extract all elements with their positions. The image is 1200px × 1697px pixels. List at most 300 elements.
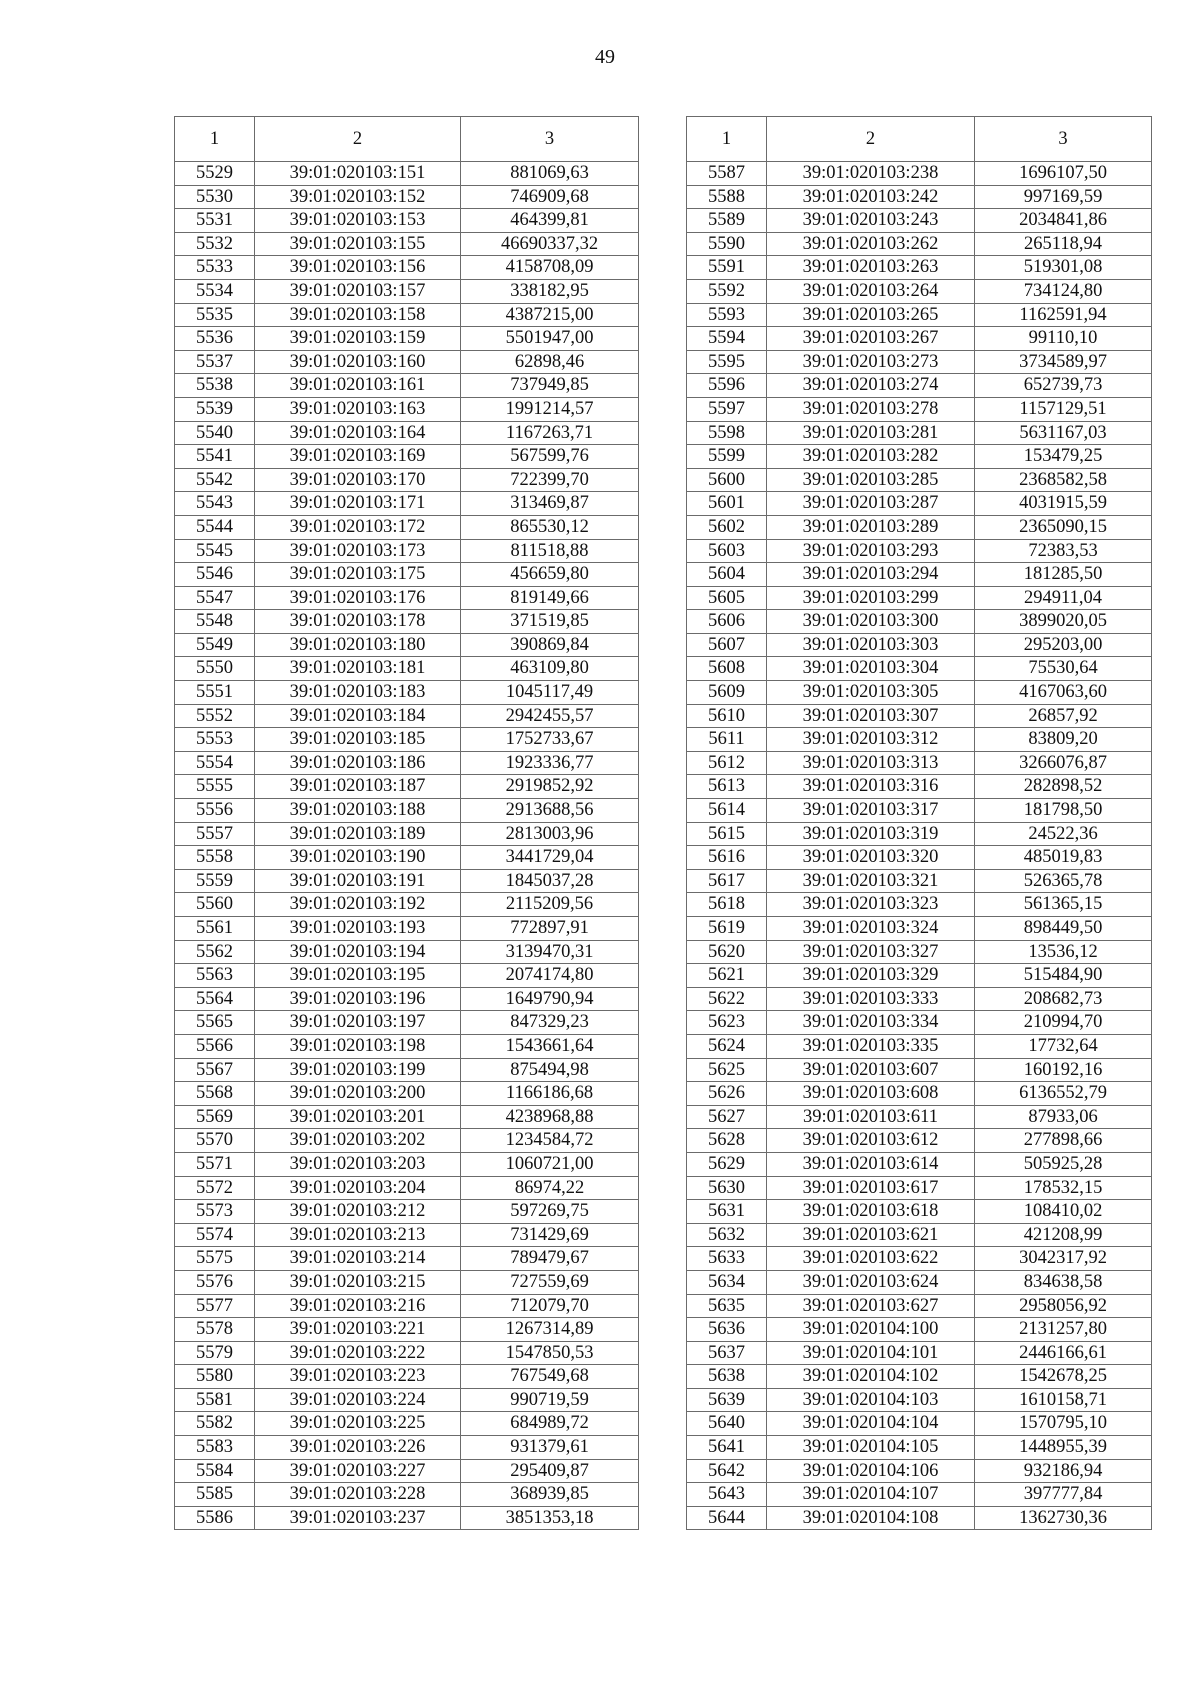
table-row: [687, 397, 1152, 421]
table-row: [175, 751, 639, 775]
table-row: [687, 657, 1152, 681]
table-row: [175, 940, 639, 964]
row-number-cell: 5565: [175, 1011, 255, 1035]
cadastral-number-cell: 39:01:020103:624: [767, 1270, 975, 1294]
table-row: [687, 633, 1152, 657]
row-number-cell: 5635: [687, 1294, 767, 1318]
cadastral-number-cell: 39:01:020103:201: [255, 1105, 461, 1129]
row-number-cell: 5576: [175, 1270, 255, 1294]
row-number-cell: 5623: [687, 1011, 767, 1035]
row-number-cell: 5625: [687, 1058, 767, 1082]
value-cell: 397777,84: [975, 1483, 1152, 1507]
cadastral-number-cell: 39:01:020103:186: [255, 751, 461, 775]
value-cell: 6136552,79: [975, 1082, 1152, 1106]
row-number-cell: 5535: [175, 303, 255, 327]
cadastral-number-cell: 39:01:020103:221: [255, 1318, 461, 1342]
value-cell: 712079,70: [461, 1294, 639, 1318]
table-row: [175, 492, 639, 516]
value-cell: 1162591,94: [975, 303, 1152, 327]
table-row: [175, 633, 639, 657]
row-number-cell: 5590: [687, 232, 767, 256]
cadastral-number-cell: 39:01:020103:627: [767, 1294, 975, 1318]
value-cell: 1991214,57: [461, 397, 639, 421]
row-number-cell: 5593: [687, 303, 767, 327]
header-cell-2: 2: [255, 117, 461, 162]
row-number-cell: 5610: [687, 704, 767, 728]
table-row: [175, 327, 639, 351]
cadastral-number-cell: 39:01:020103:155: [255, 232, 461, 256]
cadastral-number-cell: 39:01:020103:304: [767, 657, 975, 681]
row-number-cell: 5563: [175, 964, 255, 988]
value-cell: 819149,66: [461, 586, 639, 610]
row-number-cell: 5564: [175, 987, 255, 1011]
value-cell: 463109,80: [461, 657, 639, 681]
row-number-cell: 5577: [175, 1294, 255, 1318]
row-number-cell: 5608: [687, 657, 767, 681]
value-cell: 464399,81: [461, 209, 639, 233]
row-number-cell: 5622: [687, 987, 767, 1011]
row-number-cell: 5529: [175, 162, 255, 186]
value-cell: 108410,02: [975, 1200, 1152, 1224]
table-row: [687, 563, 1152, 587]
cadastral-number-cell: 39:01:020104:107: [767, 1483, 975, 1507]
row-number-cell: 5624: [687, 1034, 767, 1058]
table-row: [687, 586, 1152, 610]
cadastral-number-cell: 39:01:020103:223: [255, 1365, 461, 1389]
value-cell: 932186,94: [975, 1459, 1152, 1483]
table-row: [175, 256, 639, 280]
value-cell: 2913688,56: [461, 799, 639, 823]
value-cell: 4387215,00: [461, 303, 639, 327]
value-cell: 210994,70: [975, 1011, 1152, 1035]
value-cell: 46690337,32: [461, 232, 639, 256]
cadastral-number-cell: 39:01:020103:293: [767, 539, 975, 563]
value-cell: 1845037,28: [461, 869, 639, 893]
table-row: [175, 350, 639, 374]
cadastral-number-cell: 39:01:020103:222: [255, 1341, 461, 1365]
row-number-cell: 5633: [687, 1247, 767, 1271]
table-row: [175, 421, 639, 445]
cadastral-number-cell: 39:01:020103:316: [767, 775, 975, 799]
cadastral-number-cell: 39:01:020103:607: [767, 1058, 975, 1082]
cadastral-number-cell: 39:01:020103:617: [767, 1176, 975, 1200]
row-number-cell: 5540: [175, 421, 255, 445]
cadastral-number-cell: 39:01:020103:204: [255, 1176, 461, 1200]
cadastral-number-cell: 39:01:020103:608: [767, 1082, 975, 1106]
row-number-cell: 5546: [175, 563, 255, 587]
value-cell: 1610158,71: [975, 1388, 1152, 1412]
table-row: [687, 492, 1152, 516]
cadastral-number-cell: 39:01:020103:197: [255, 1011, 461, 1035]
value-cell: 24522,36: [975, 822, 1152, 846]
cadastral-number-cell: 39:01:020103:173: [255, 539, 461, 563]
value-cell: 87933,06: [975, 1105, 1152, 1129]
table-row: [687, 303, 1152, 327]
value-cell: 881069,63: [461, 162, 639, 186]
row-number-cell: 5601: [687, 492, 767, 516]
row-number-cell: 5597: [687, 397, 767, 421]
table-row: [687, 162, 1152, 186]
row-number-cell: 5571: [175, 1152, 255, 1176]
value-cell: 3042317,92: [975, 1247, 1152, 1271]
value-cell: 2919852,92: [461, 775, 639, 799]
table-row: [175, 1506, 639, 1530]
table-row: [175, 185, 639, 209]
table-row: [175, 987, 639, 1011]
table-row: [175, 563, 639, 587]
table-row: [175, 728, 639, 752]
cadastral-number-cell: 39:01:020103:329: [767, 964, 975, 988]
table-row: [175, 1105, 639, 1129]
value-cell: 295203,00: [975, 633, 1152, 657]
cadastral-number-cell: 39:01:020103:190: [255, 846, 461, 870]
row-number-cell: 5559: [175, 869, 255, 893]
table-row: [687, 728, 1152, 752]
table-row: [175, 1318, 639, 1342]
row-number-cell: 5584: [175, 1459, 255, 1483]
row-number-cell: 5538: [175, 374, 255, 398]
value-cell: 2034841,86: [975, 209, 1152, 233]
table-row: [687, 515, 1152, 539]
table-row: [687, 1506, 1152, 1530]
table-row: [175, 1341, 639, 1365]
table-row: [687, 1152, 1152, 1176]
table-row: [175, 704, 639, 728]
cadastral-number-cell: 39:01:020103:278: [767, 397, 975, 421]
value-cell: 997169,59: [975, 185, 1152, 209]
value-cell: 2074174,80: [461, 964, 639, 988]
header-cell-3: 3: [975, 117, 1152, 162]
row-number-cell: 5542: [175, 468, 255, 492]
table-row: [687, 1105, 1152, 1129]
value-cell: 181798,50: [975, 799, 1152, 823]
row-number-cell: 5598: [687, 421, 767, 445]
cadastral-number-cell: 39:01:020103:305: [767, 681, 975, 705]
row-number-cell: 5613: [687, 775, 767, 799]
cadastral-number-cell: 39:01:020103:228: [255, 1483, 461, 1507]
table-row: [687, 987, 1152, 1011]
row-number-cell: 5580: [175, 1365, 255, 1389]
table-row: [687, 1200, 1152, 1224]
table-row: [687, 327, 1152, 351]
value-cell: 390869,84: [461, 633, 639, 657]
table-row: [687, 374, 1152, 398]
cadastral-number-cell: 39:01:020103:289: [767, 515, 975, 539]
table-row: [687, 610, 1152, 634]
row-number-cell: 5630: [687, 1176, 767, 1200]
table-row: [175, 822, 639, 846]
value-cell: 13536,12: [975, 940, 1152, 964]
value-cell: 875494,98: [461, 1058, 639, 1082]
row-number-cell: 5578: [175, 1318, 255, 1342]
table-row: [175, 657, 639, 681]
row-number-cell: 5621: [687, 964, 767, 988]
value-cell: 72383,53: [975, 539, 1152, 563]
table-row: [175, 1176, 639, 1200]
row-number-cell: 5626: [687, 1082, 767, 1106]
row-number-cell: 5644: [687, 1506, 767, 1530]
value-cell: 338182,95: [461, 279, 639, 303]
table-row: [687, 209, 1152, 233]
row-number-cell: 5637: [687, 1341, 767, 1365]
value-cell: 1543661,64: [461, 1034, 639, 1058]
table-row: [687, 1365, 1152, 1389]
row-number-cell: 5585: [175, 1483, 255, 1507]
row-number-cell: 5591: [687, 256, 767, 280]
row-number-cell: 5569: [175, 1105, 255, 1129]
row-number-cell: 5549: [175, 633, 255, 657]
cadastral-number-cell: 39:01:020103:185: [255, 728, 461, 752]
value-cell: 3851353,18: [461, 1506, 639, 1530]
value-cell: 2365090,15: [975, 515, 1152, 539]
value-cell: 313469,87: [461, 492, 639, 516]
cadastral-number-cell: 39:01:020103:225: [255, 1412, 461, 1436]
value-cell: 1157129,51: [975, 397, 1152, 421]
table-row: [687, 822, 1152, 846]
cadastral-number-cell: 39:01:020103:611: [767, 1105, 975, 1129]
value-cell: 153479,25: [975, 445, 1152, 469]
value-cell: 294911,04: [975, 586, 1152, 610]
cadastral-number-cell: 39:01:020103:180: [255, 633, 461, 657]
value-cell: 737949,85: [461, 374, 639, 398]
row-number-cell: 5581: [175, 1388, 255, 1412]
value-cell: 515484,90: [975, 964, 1152, 988]
row-number-cell: 5558: [175, 846, 255, 870]
cadastral-number-cell: 39:01:020103:193: [255, 917, 461, 941]
table-row: [175, 869, 639, 893]
row-number-cell: 5629: [687, 1152, 767, 1176]
value-cell: 3899020,05: [975, 610, 1152, 634]
table-row: [687, 751, 1152, 775]
row-number-cell: 5544: [175, 515, 255, 539]
table-row: [687, 1176, 1152, 1200]
row-number-cell: 5639: [687, 1388, 767, 1412]
value-cell: 4031915,59: [975, 492, 1152, 516]
value-cell: 5501947,00: [461, 327, 639, 351]
row-number-cell: 5595: [687, 350, 767, 374]
value-cell: 727559,69: [461, 1270, 639, 1294]
cadastral-number-cell: 39:01:020103:188: [255, 799, 461, 823]
cadastral-number-cell: 39:01:020103:183: [255, 681, 461, 705]
table-row: [687, 185, 1152, 209]
cadastral-number-cell: 39:01:020103:195: [255, 964, 461, 988]
value-cell: 282898,52: [975, 775, 1152, 799]
row-number-cell: 5530: [175, 185, 255, 209]
cadastral-number-cell: 39:01:020104:101: [767, 1341, 975, 1365]
value-cell: 83809,20: [975, 728, 1152, 752]
table-row: [175, 1412, 639, 1436]
cadastral-number-cell: 39:01:020104:103: [767, 1388, 975, 1412]
cadastral-number-cell: 39:01:020103:171: [255, 492, 461, 516]
row-number-cell: 5588: [687, 185, 767, 209]
cadastral-number-cell: 39:01:020103:333: [767, 987, 975, 1011]
page-number: 49: [595, 46, 615, 68]
row-number-cell: 5534: [175, 279, 255, 303]
table-row: [687, 799, 1152, 823]
table-row: [687, 539, 1152, 563]
row-number-cell: 5603: [687, 539, 767, 563]
table-row: [687, 893, 1152, 917]
table-row: [175, 1034, 639, 1058]
row-number-cell: 5533: [175, 256, 255, 280]
value-cell: 3734589,97: [975, 350, 1152, 374]
table-row: [175, 445, 639, 469]
value-cell: 62898,46: [461, 350, 639, 374]
cadastral-number-cell: 39:01:020103:294: [767, 563, 975, 587]
value-cell: 1752733,67: [461, 728, 639, 752]
row-number-cell: 5596: [687, 374, 767, 398]
row-number-cell: 5583: [175, 1436, 255, 1460]
row-number-cell: 5600: [687, 468, 767, 492]
row-number-cell: 5552: [175, 704, 255, 728]
table-row: [687, 1270, 1152, 1294]
cadastral-number-cell: 39:01:020103:158: [255, 303, 461, 327]
row-number-cell: 5545: [175, 539, 255, 563]
table-row: [687, 445, 1152, 469]
row-number-cell: 5594: [687, 327, 767, 351]
table-row: [175, 279, 639, 303]
value-cell: 684989,72: [461, 1412, 639, 1436]
row-number-cell: 5556: [175, 799, 255, 823]
cadastral-number-cell: 39:01:020103:152: [255, 185, 461, 209]
row-number-cell: 5541: [175, 445, 255, 469]
row-number-cell: 5560: [175, 893, 255, 917]
header-cell-2: 2: [767, 117, 975, 162]
cadastral-number-cell: 39:01:020103:313: [767, 751, 975, 775]
row-number-cell: 5562: [175, 940, 255, 964]
value-cell: 1234584,72: [461, 1129, 639, 1153]
table-row: [175, 775, 639, 799]
table-row: [687, 681, 1152, 705]
row-number-cell: 5602: [687, 515, 767, 539]
cadastral-number-cell: 39:01:020103:153: [255, 209, 461, 233]
table-row: [687, 1436, 1152, 1460]
row-number-cell: 5561: [175, 917, 255, 941]
cadastral-number-cell: 39:01:020104:100: [767, 1318, 975, 1342]
cadastral-number-cell: 39:01:020103:287: [767, 492, 975, 516]
table-row: [175, 1270, 639, 1294]
row-number-cell: 5611: [687, 728, 767, 752]
cadastral-number-cell: 39:01:020103:164: [255, 421, 461, 445]
row-number-cell: 5550: [175, 657, 255, 681]
value-cell: 731429,69: [461, 1223, 639, 1247]
cadastral-number-cell: 39:01:020103:612: [767, 1129, 975, 1153]
row-number-cell: 5628: [687, 1129, 767, 1153]
cadastral-number-cell: 39:01:020104:105: [767, 1436, 975, 1460]
row-number-cell: 5536: [175, 327, 255, 351]
row-number-cell: 5638: [687, 1365, 767, 1389]
row-number-cell: 5539: [175, 397, 255, 421]
cadastral-number-cell: 39:01:020103:274: [767, 374, 975, 398]
cadastral-number-cell: 39:01:020103:151: [255, 162, 461, 186]
cadastral-number-cell: 39:01:020103:282: [767, 445, 975, 469]
cadastral-number-cell: 39:01:020103:267: [767, 327, 975, 351]
row-number-cell: 5632: [687, 1223, 767, 1247]
table-row: [175, 1200, 639, 1224]
table-row: [687, 846, 1152, 870]
value-cell: 3266076,87: [975, 751, 1152, 775]
row-number-cell: 5575: [175, 1247, 255, 1271]
value-cell: 99110,10: [975, 327, 1152, 351]
value-cell: 722399,70: [461, 468, 639, 492]
table-row: [687, 1082, 1152, 1106]
row-number-cell: 5573: [175, 1200, 255, 1224]
row-number-cell: 5592: [687, 279, 767, 303]
table-row: [175, 1058, 639, 1082]
cadastral-number-cell: 39:01:020103:212: [255, 1200, 461, 1224]
cadastral-number-cell: 39:01:020103:299: [767, 586, 975, 610]
cadastral-number-cell: 39:01:020103:265: [767, 303, 975, 327]
cadastral-number-cell: 39:01:020103:213: [255, 1223, 461, 1247]
table-row: [687, 1388, 1152, 1412]
value-cell: 421208,99: [975, 1223, 1152, 1247]
cadastral-number-cell: 39:01:020103:163: [255, 397, 461, 421]
table-row: [175, 681, 639, 705]
row-number-cell: 5641: [687, 1436, 767, 1460]
cadastral-number-cell: 39:01:020103:281: [767, 421, 975, 445]
cadastral-number-cell: 39:01:020103:263: [767, 256, 975, 280]
value-cell: 567599,76: [461, 445, 639, 469]
value-cell: 1060721,00: [461, 1152, 639, 1176]
row-number-cell: 5634: [687, 1270, 767, 1294]
cadastral-number-cell: 39:01:020103:198: [255, 1034, 461, 1058]
row-number-cell: 5572: [175, 1176, 255, 1200]
table-row: [687, 940, 1152, 964]
table-row: [175, 303, 639, 327]
row-number-cell: 5604: [687, 563, 767, 587]
right-table: [686, 116, 1152, 1530]
value-cell: 86974,22: [461, 1176, 639, 1200]
row-number-cell: 5617: [687, 869, 767, 893]
row-number-cell: 5547: [175, 586, 255, 610]
table-row: [175, 1082, 639, 1106]
cadastral-number-cell: 39:01:020103:317: [767, 799, 975, 823]
row-number-cell: 5555: [175, 775, 255, 799]
row-number-cell: 5557: [175, 822, 255, 846]
value-cell: 4167063,60: [975, 681, 1152, 705]
row-number-cell: 5609: [687, 681, 767, 705]
value-cell: 3441729,04: [461, 846, 639, 870]
value-cell: 1166186,68: [461, 1082, 639, 1106]
value-cell: 746909,68: [461, 185, 639, 209]
row-number-cell: 5640: [687, 1412, 767, 1436]
table-row: [175, 1011, 639, 1035]
cadastral-number-cell: 39:01:020104:104: [767, 1412, 975, 1436]
value-cell: 865530,12: [461, 515, 639, 539]
cadastral-number-cell: 39:01:020103:335: [767, 1034, 975, 1058]
cadastral-number-cell: 39:01:020103:320: [767, 846, 975, 870]
header-cell-1: 1: [175, 117, 255, 162]
value-cell: 519301,08: [975, 256, 1152, 280]
cadastral-number-cell: 39:01:020103:300: [767, 610, 975, 634]
left-table-body: [175, 117, 639, 1530]
value-cell: 208682,73: [975, 987, 1152, 1011]
value-cell: 834638,58: [975, 1270, 1152, 1294]
value-cell: 2446166,61: [975, 1341, 1152, 1365]
cadastral-number-cell: 39:01:020103:327: [767, 940, 975, 964]
cadastral-number-cell: 39:01:020103:226: [255, 1436, 461, 1460]
cadastral-number-cell: 39:01:020103:242: [767, 185, 975, 209]
value-cell: 898449,50: [975, 917, 1152, 941]
row-number-cell: 5627: [687, 1105, 767, 1129]
value-cell: 2131257,80: [975, 1318, 1152, 1342]
value-cell: 277898,66: [975, 1129, 1152, 1153]
table-row: [687, 869, 1152, 893]
table-row: [175, 1436, 639, 1460]
cadastral-number-cell: 39:01:020103:214: [255, 1247, 461, 1271]
cadastral-number-cell: 39:01:020103:159: [255, 327, 461, 351]
cadastral-number-cell: 39:01:020103:618: [767, 1200, 975, 1224]
